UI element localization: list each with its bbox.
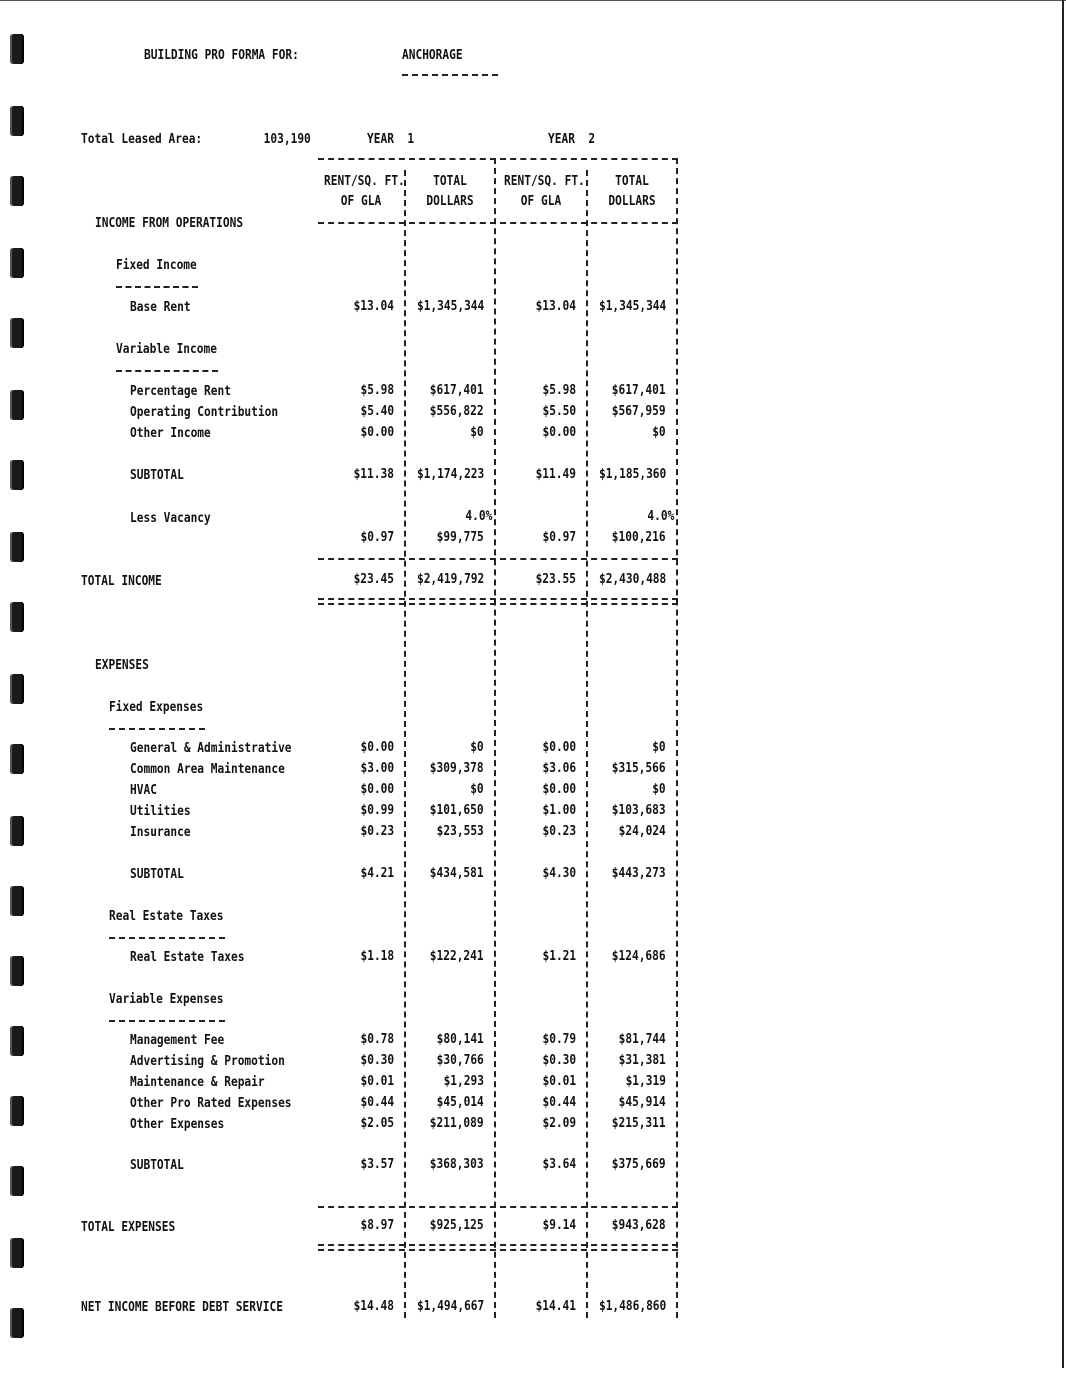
y1-rate: $2.05 [360,1116,394,1131]
feed-hole [10,1308,24,1338]
y2-total: $315,566 [612,761,666,776]
feed-hole [10,886,24,916]
rule-header-bottom [318,222,678,224]
y1-total: $30,766 [436,1053,484,1068]
y2-total: $943,628 [612,1218,666,1233]
double-rule-total-expenses [318,1244,678,1251]
y1-rate: $1.18 [360,949,394,964]
variable-expenses-underline [109,1020,225,1022]
y1-rate-header-line1: RENT/SQ. FT. [324,174,405,189]
feed-hole [10,248,24,278]
y2-total-header-line2: DOLLARS [608,194,656,209]
y2-total: $103,683 [612,803,666,818]
y1-rate: $0.00 [360,740,394,755]
y2-total: $1,345,344 [598,299,666,314]
y1-total: $2,419,792 [416,572,484,587]
y1-total: $368,303 [430,1157,484,1172]
y2-total: $45,914 [618,1095,666,1110]
y2-total: $24,024 [618,824,666,839]
row-label: HVAC [130,783,157,798]
y2-rate: $1.00 [542,803,576,818]
feed-hole [10,176,24,206]
y1-rate: $0.97 [360,530,394,545]
row-label: Insurance [130,825,191,840]
fixed-expenses-heading: Fixed Expenses [109,700,204,715]
y1-rate: $14.48 [353,1299,394,1314]
y2-rate: $1.21 [542,949,576,964]
feed-hole [10,318,24,348]
y1-total: $1,293 [443,1074,484,1089]
y1-rate: $3.00 [360,761,394,776]
feed-hole [10,1026,24,1056]
y2-total-header-line1: TOTAL [615,174,649,189]
row-label: Operating Contribution [130,405,279,420]
y2-rate: $0.00 [542,782,576,797]
y2-total: $0 [652,425,666,440]
y1-rate: $11.38 [353,467,394,482]
row-label: Maintenance & Repair [130,1075,265,1090]
y2-rate: $3.64 [542,1157,576,1172]
y1-total: $0 [470,425,484,440]
y1-total: $211,089 [430,1116,484,1131]
y1-rate: $0.99 [360,803,394,818]
y2-rate-header-line1: RENT/SQ. FT. [504,174,585,189]
y1-total: $309,378 [430,761,484,776]
y1-total-header-line1: TOTAL [433,174,467,189]
page-top-edge [0,0,1066,1]
y2-rate: $0.30 [542,1053,576,1068]
fixed-expenses-underline [109,728,205,730]
column-divider-3 [586,170,588,1318]
location-name: ANCHORAGE [402,48,463,63]
y2-total: $375,669 [612,1157,666,1172]
page-right-edge [1062,0,1064,1368]
feed-hole [10,532,24,562]
row-label: SUBTOTAL [130,867,184,882]
y1-vacancy-pct: 4.0% [465,509,492,524]
y2-total: $215,311 [612,1116,666,1131]
y2-total: $0 [652,782,666,797]
y2-rate: $5.98 [542,383,576,398]
variable-income-heading: Variable Income [116,342,217,357]
row-label: TOTAL EXPENSES [81,1220,176,1235]
y2-rate: $0.01 [542,1074,576,1089]
y2-rate: $11.49 [535,467,576,482]
row-label: Other Pro Rated Expenses [130,1096,292,1111]
row-label: Less Vacancy [130,511,211,526]
rule-before-total-expenses [318,1206,678,1208]
feed-hole [10,1238,24,1268]
double-rule-total-income [318,598,678,605]
feed-hole [10,956,24,986]
rule-top [318,158,678,160]
y2-rate-header-line2: OF GLA [520,194,562,209]
y1-total: $80,141 [436,1032,484,1047]
feed-hole [10,674,24,704]
y1-rate: $23.45 [353,572,394,587]
y2-rate: $0.97 [542,530,576,545]
leased-area-value: 103,190 [263,132,311,147]
y2-total: $567,959 [612,404,666,419]
y1-rate: $4.21 [360,866,394,881]
row-label: Common Area Maintenance [130,762,285,777]
y2-rate: $13.04 [535,299,576,314]
y2-total: $443,273 [612,866,666,881]
column-divider-4 [676,158,678,1318]
y2-rate: $3.06 [542,761,576,776]
feed-hole [10,1096,24,1126]
y1-rate: $0.00 [360,425,394,440]
y1-rate: $0.44 [360,1095,394,1110]
y2-total: $0 [652,740,666,755]
y1-rate: $13.04 [353,299,394,314]
y2-rate: $23.55 [535,572,576,587]
y2-rate: $2.09 [542,1116,576,1131]
y1-total: $1,494,667 [416,1299,484,1314]
row-label: TOTAL INCOME [81,574,162,589]
y1-total: $434,581 [430,866,484,881]
variable-income-underline [116,370,218,372]
y2-rate: $0.23 [542,824,576,839]
rule-before-total-income [318,558,678,560]
y2-total: $31,381 [618,1053,666,1068]
y1-total: $45,014 [436,1095,484,1110]
y1-total: $23,553 [436,824,484,839]
leased-area-label: Total Leased Area: [81,132,203,147]
y1-rate: $0.00 [360,782,394,797]
y1-total-header-line2: DOLLARS [426,194,474,209]
y2-total: $2,430,488 [598,572,666,587]
y1-rate: $5.40 [360,404,394,419]
feed-hole [10,816,24,846]
row-label: General & Administrative [130,741,292,756]
feed-hole [10,744,24,774]
y1-rate: $8.97 [360,1218,394,1233]
y2-rate: $4.30 [542,866,576,881]
row-label: Management Fee [130,1033,225,1048]
y2-total: $1,185,360 [598,467,666,482]
row-label: NET INCOME BEFORE DEBT SERVICE [81,1300,283,1315]
y2-rate: $9.14 [542,1218,576,1233]
y2-total: $100,216 [612,530,666,545]
y2-rate: $0.00 [542,425,576,440]
y2-total: $81,744 [618,1032,666,1047]
row-label: Percentage Rent [130,384,231,399]
y1-rate: $3.57 [360,1157,394,1172]
y2-rate: $14.41 [535,1299,576,1314]
y2-total: $124,686 [612,949,666,964]
row-label: Other Expenses [130,1117,225,1132]
year-2-heading: YEAR 2 [548,132,596,147]
fixed-income-heading: Fixed Income [116,258,197,273]
feed-hole [10,460,24,490]
y1-total: $122,241 [430,949,484,964]
y1-rate: $0.78 [360,1032,394,1047]
y1-total: $556,822 [430,404,484,419]
location-underline [402,74,498,76]
row-label: Utilities [130,804,191,819]
document-title: BUILDING PRO FORMA FOR: [144,48,299,63]
y1-rate: $5.98 [360,383,394,398]
y2-rate: $5.50 [542,404,576,419]
row-label: Other Income [130,426,211,441]
column-divider-2 [494,158,496,1318]
y1-total: $1,174,223 [416,467,484,482]
y1-rate-header-line2: OF GLA [340,194,382,209]
feed-hole [10,1166,24,1196]
feed-hole [10,34,24,64]
feed-hole [10,106,24,136]
row-label: SUBTOTAL [130,468,184,483]
fixed-income-underline [116,286,198,288]
real-estate-taxes-underline [109,937,225,939]
expenses-section-heading: EXPENSES [95,658,149,673]
feed-hole [10,390,24,420]
y1-total: $617,401 [430,383,484,398]
y2-vacancy-pct: 4.0% [647,509,674,524]
y1-rate: $0.30 [360,1053,394,1068]
feed-hole [10,602,24,632]
y1-total: $101,650 [430,803,484,818]
y2-total: $1,319 [625,1074,666,1089]
y1-total: $1,345,344 [416,299,484,314]
y1-total: $925,125 [430,1218,484,1233]
y2-rate: $0.79 [542,1032,576,1047]
y2-rate: $0.00 [542,740,576,755]
y1-total: $99,775 [436,530,484,545]
income-section-heading: INCOME FROM OPERATIONS [95,216,244,231]
year-1-heading: YEAR 1 [367,132,415,147]
real-estate-taxes-heading: Real Estate Taxes [109,909,224,924]
column-divider-1 [404,170,406,1318]
row-label: Advertising & Promotion [130,1054,285,1069]
y1-total: $0 [470,740,484,755]
y1-total: $0 [470,782,484,797]
row-label: SUBTOTAL [130,1158,184,1173]
y1-rate: $0.01 [360,1074,394,1089]
row-label: Base Rent [130,300,191,315]
y1-rate: $0.23 [360,824,394,839]
y2-total: $617,401 [612,383,666,398]
y2-rate: $0.44 [542,1095,576,1110]
y2-total: $1,486,860 [598,1299,666,1314]
row-label: Real Estate Taxes [130,950,245,965]
variable-expenses-heading: Variable Expenses [109,992,224,1007]
